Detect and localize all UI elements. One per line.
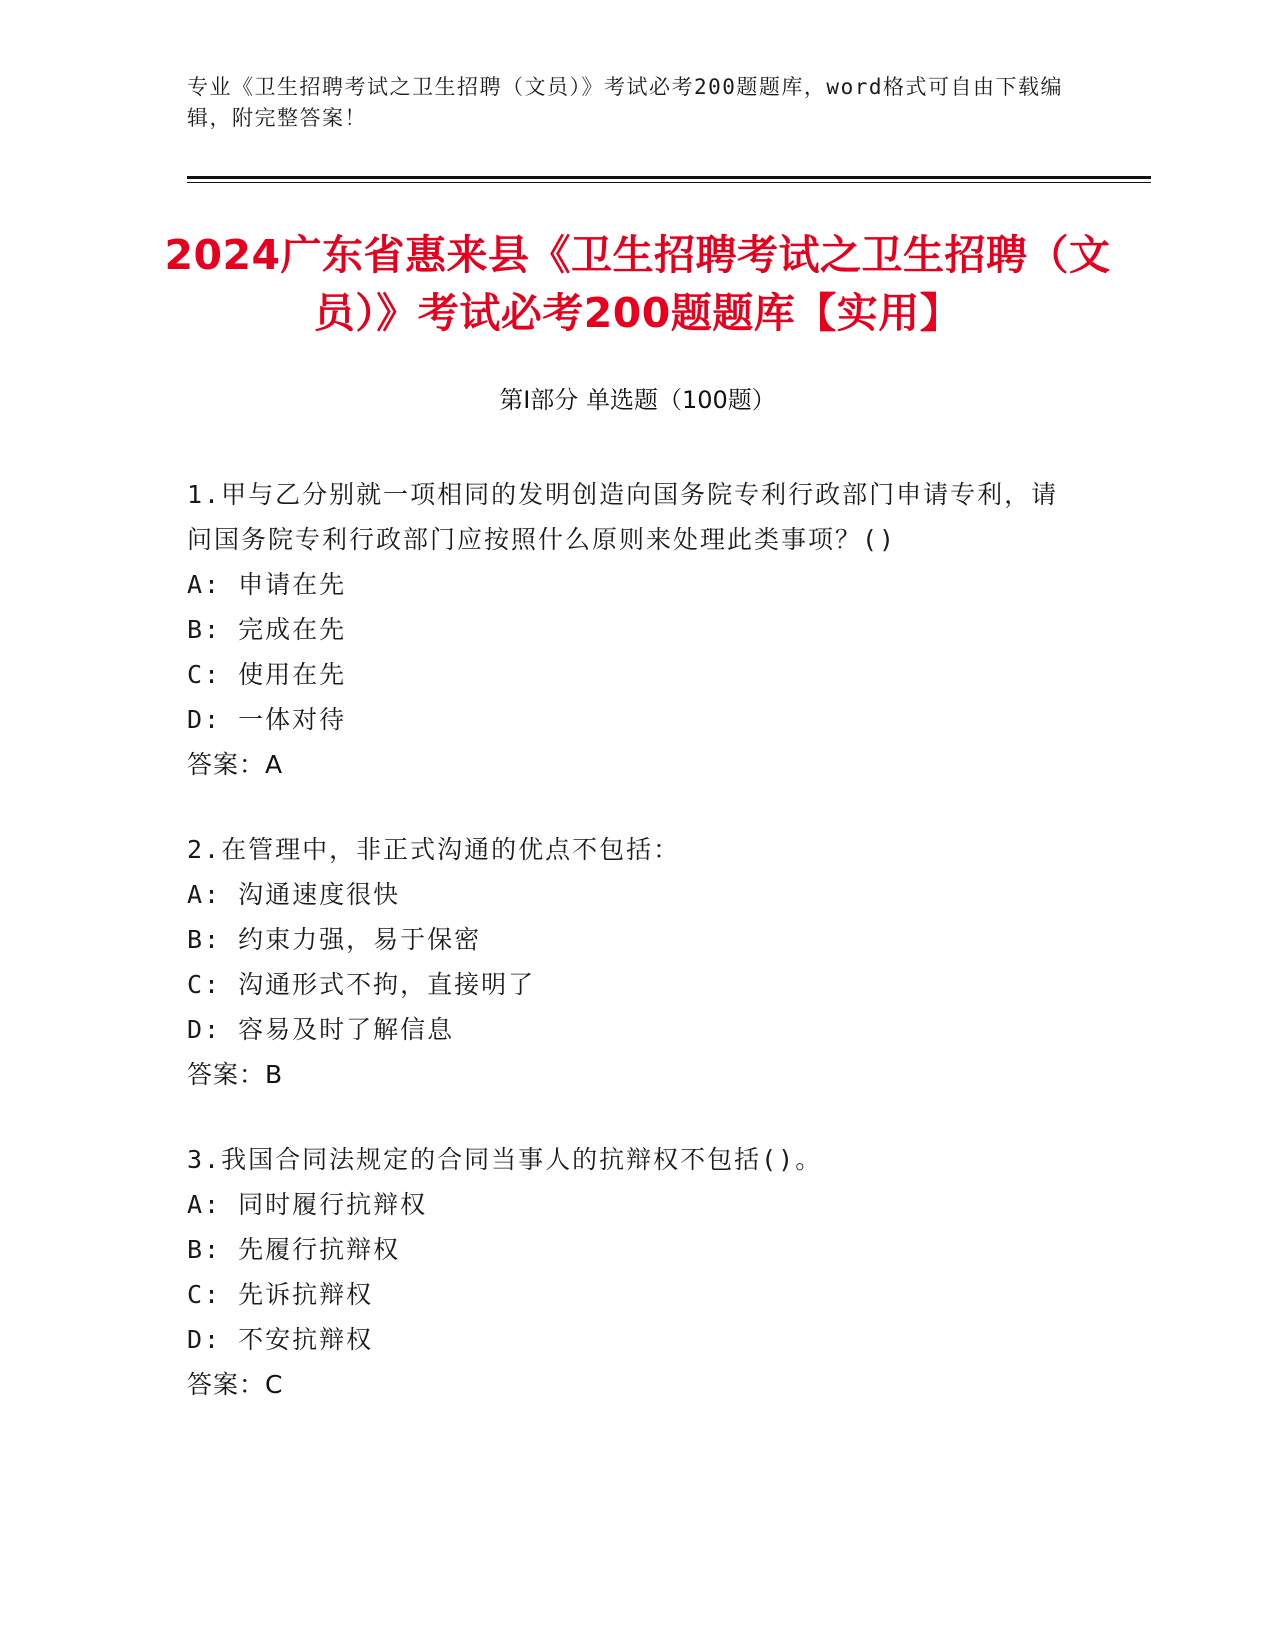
option-c: C: 先诉抗辩权	[187, 1280, 374, 1309]
section-heading: 第Ⅰ部分 单选题（100题）	[499, 386, 776, 414]
option-b: B: 先履行抗辩权	[187, 1235, 401, 1264]
option-c: C: 使用在先	[187, 660, 347, 689]
question-stem: 3.我国合同法规定的合同当事人的抗辩权不包括()。	[187, 1145, 823, 1174]
question-item	[187, 827, 1067, 1097]
option-b: B: 完成在先	[187, 615, 347, 644]
option-c: C: 沟通形式不拘，直接明了	[187, 970, 536, 999]
answer-line: 答案：C	[187, 1370, 284, 1399]
question-item	[187, 472, 1067, 787]
option-b: B: 约束力强，易于保密	[187, 925, 482, 954]
question-item	[187, 1137, 1067, 1407]
answer-line: 答案：A	[187, 750, 284, 779]
header-divider-thin	[187, 182, 1151, 183]
document-title: 2024广东省惠来县《卫生招聘考试之卫生招聘（文员）》考试必考200题题库【实用】	[164, 231, 1111, 337]
document-intro: 专业《卫生招聘考试之卫生招聘（文员）》考试必考200题题库，word格式可自由下载编辑，附完整答案！	[187, 75, 1063, 130]
option-d: D: 一体对待	[187, 705, 347, 734]
option-d: D: 容易及时了解信息	[187, 1015, 455, 1044]
question-stem: 2.在管理中，非正式沟通的优点不包括：	[187, 835, 681, 864]
question-list	[187, 472, 1067, 1447]
option-a: A: 同时履行抗辩权	[187, 1190, 428, 1219]
question-stem: 1.甲与乙分别就一项相同的发明创造向国务院专利行政部门申请专利，请问国务院专利行政部门应按照什么原则来处理此类事项？()	[187, 480, 1059, 554]
option-a: A: 申请在先	[187, 570, 347, 599]
header-divider-thick	[187, 176, 1151, 179]
option-d: D: 不安抗辩权	[187, 1325, 374, 1354]
answer-line: 答案：B	[187, 1060, 284, 1089]
option-a: A: 沟通速度很快	[187, 880, 401, 909]
